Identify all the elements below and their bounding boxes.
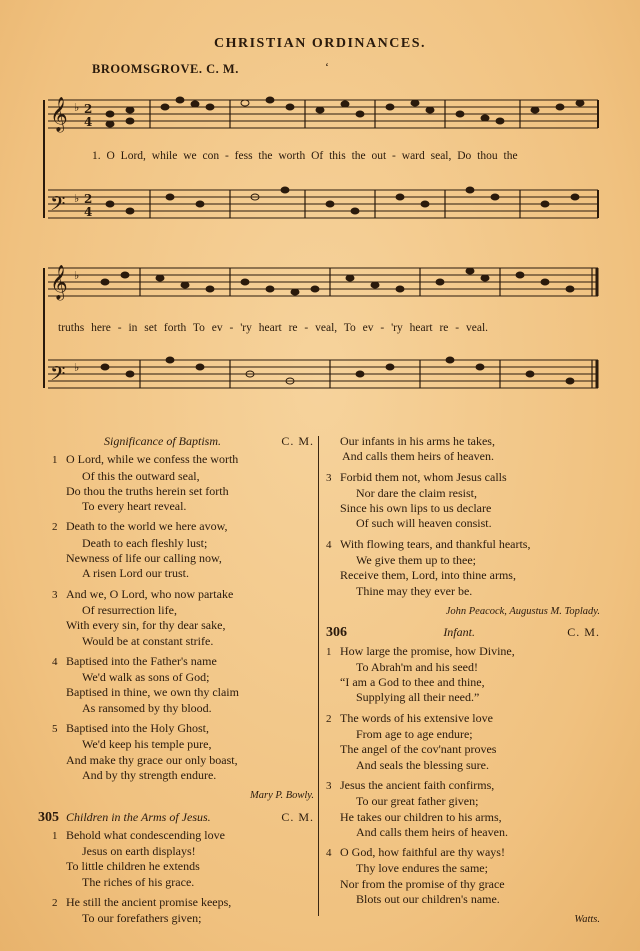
tune-name: BROOMSGROVE. C. M. [92,62,239,76]
stanza-number: 2 [52,521,58,534]
music-score [30,78,605,408]
verse-line: Supplying all their need.” [356,690,480,705]
stanza-number: 4 [326,538,332,551]
verse-line: To Abrah'm and his seed! [356,659,478,674]
verse-text: O God, how faithful are thy ways! [340,845,505,860]
verse-line [52,519,314,535]
verse-line: And calls them heirs of heaven. [356,824,508,839]
verse-text: Baptised into the Father's name [66,653,217,668]
svg-text:4: 4 [84,115,93,129]
verse-line: And by thy strength endure. [82,767,217,782]
verse-line: With every sin, for thy dear sake, [66,618,226,633]
verse-line: Baptised in thine, we own thy claim [66,685,239,700]
stanza [52,895,314,927]
hymn-number: 305 [38,809,59,825]
verse-line: Nor dare the claim resist, [356,485,477,500]
verse-line: We'd walk as sons of God; [82,670,210,685]
svg-text:2: 2 [84,102,93,116]
hymn-heading-children [38,809,314,825]
verse-line: We give them up to thee; [356,553,476,568]
verse-line [326,778,600,794]
stanza [326,711,600,773]
verse-line: And seals the blessing sure. [356,757,489,772]
svg-text:𝄞: 𝄞 [50,97,68,132]
verse-line: Newness of life our calling now, [66,551,222,566]
stanza [326,537,600,599]
verse-line [52,895,314,911]
stanza [52,721,314,783]
stanza-number: 2 [52,897,58,910]
verse-line: Of such will heaven consist. [356,516,492,531]
verse-line [52,452,314,468]
verse-line: A risen Lord our trust. [82,566,189,581]
svg-text:♭: ♭ [74,361,80,374]
stanza [52,828,314,890]
verse-line: He takes our children to his arms, [340,809,502,824]
left-column [38,434,314,932]
verse-line: The riches of his grace. [82,874,195,889]
hymn-meter: C. M. [567,625,600,640]
verse-line: And calls them heirs of heaven. [342,449,494,464]
verse-line: Death to each fleshly lust; [82,535,208,550]
verse-line: Our infants in his arms he takes, [340,434,495,448]
hymn-meter: C. M. [281,809,314,824]
svg-text:♭: ♭ [74,101,80,114]
hymn-heading-infant [326,625,600,640]
verse-line: To our great father given; [356,794,479,809]
verse-line: Blots out our children's name. [356,892,500,907]
hymn-title: Children in the Arms of Jesus. [66,809,211,824]
hymn-author: John Peacock, Augustus M. Toplady. [445,605,600,617]
verse-line [52,721,314,737]
verse-line: And make thy grace our only boast, [66,752,238,767]
stanza-number: 1 [52,829,58,842]
stanza [52,587,314,649]
hymn-author: Watts. [574,914,600,926]
stanza [52,519,314,581]
stanza [326,644,600,706]
stanza-continuation [326,434,600,465]
verse-line: Since his own lips to us declare [340,501,492,516]
column-divider [318,436,319,916]
running-head: CHRISTIAN ORDINANCES. [214,36,426,51]
verse-text: Jesus the ancient faith confirms, [340,777,495,792]
verse-line: As ransomed by thy blood. [82,700,212,715]
verse-line: Would be at constant strife. [82,633,214,648]
staff-treble-2 [48,268,598,296]
right-column [326,434,600,934]
verse-line: Do thou the truths herein set forth [66,483,229,498]
verse-text: How large the promise, how Divine, [340,643,515,658]
lyric-line-2: truths here - in set forth To ev - 'ry heart re - veal, To ev - 'ry heart re - veal. [58,322,489,334]
verse-text: Behold what condescending love [66,827,225,842]
verse-line: “I am a God to thee and thine, [340,675,485,690]
svg-text:𝄢: 𝄢 [50,362,66,390]
verse-line [52,654,314,670]
svg-text:♭: ♭ [74,269,80,282]
stanza [326,845,600,907]
verse-text: With flowing tears, and thankful hearts, [340,536,531,551]
verse-line: Of resurrection life, [82,602,177,617]
verse-line: Thy love endures the same; [356,861,488,876]
verse-line: To every heart reveal. [82,499,187,514]
verse-line: We'd keep his temple pure, [82,737,212,752]
lyric-line-1: 1. O Lord, while we con - fess the worth Of this the out - ward seal, Do thou the [92,150,518,162]
verse-line: From age to age endure; [356,727,473,742]
hymn-heading-baptism [52,434,314,449]
stanza-number: 4 [52,655,58,668]
verse-line [326,537,600,553]
hymn-author: Mary P. Bowly. [250,790,314,802]
verse-line: To our forefathers given; [82,911,202,926]
stanza-number: 1 [326,645,332,658]
hymn-title: Infant. [443,625,475,640]
verse-line: Nor from the promise of thy grace [340,876,505,891]
hymn-meter: C. M. [281,434,314,448]
stanza-number: 1 [52,454,58,467]
verse-text: Baptised into the Holy Ghost, [66,721,209,736]
stanza-number: 3 [52,588,58,601]
verse-line: The angel of the cov'nant proves [340,742,497,757]
verse-line: Of this the outward seal, [82,468,200,483]
verse-line [326,470,600,486]
tick-mark: ʻ [325,60,329,74]
verse-text: Forbid them not, whom Jesus calls [340,469,507,484]
verse-line [52,828,314,844]
svg-text:2: 2 [84,192,93,206]
stanza-number: 2 [326,712,332,725]
verse-line: Receive them, Lord, into thine arms, [340,568,516,583]
svg-text:4: 4 [84,205,93,219]
verse-text: O Lord, while we confess the worth [66,452,239,467]
svg-text:𝄞: 𝄞 [50,265,68,300]
verse-line [52,587,314,603]
hymn-number: 306 [326,625,347,641]
verse-line: To little children he extends [66,859,200,874]
verse-text: He still the ancient promise keeps, [66,895,232,910]
verse-line [326,711,600,727]
svg-text:𝄢: 𝄢 [50,192,66,220]
verse-text: Death to the world we here avow, [66,519,228,534]
svg-text:♭: ♭ [74,192,80,205]
stanza-number: 4 [326,847,332,860]
verse-line [326,845,600,861]
verse-line: Thine may they ever be. [356,583,473,598]
stanza-number: 5 [52,723,58,736]
stanza [52,654,314,716]
stanza-number: 3 [326,471,332,484]
stanza [326,470,600,532]
stanza [326,778,600,840]
stanza [52,452,314,514]
stanza-number: 3 [326,779,332,792]
verse-line: Jesus on earth displays! [82,844,196,859]
verse-text: And we, O Lord, who now partake [66,586,234,601]
hymn-title: Significance of Baptism. [104,434,221,448]
verse-line [326,644,600,660]
verse-text: The words of his extensive love [340,710,493,725]
